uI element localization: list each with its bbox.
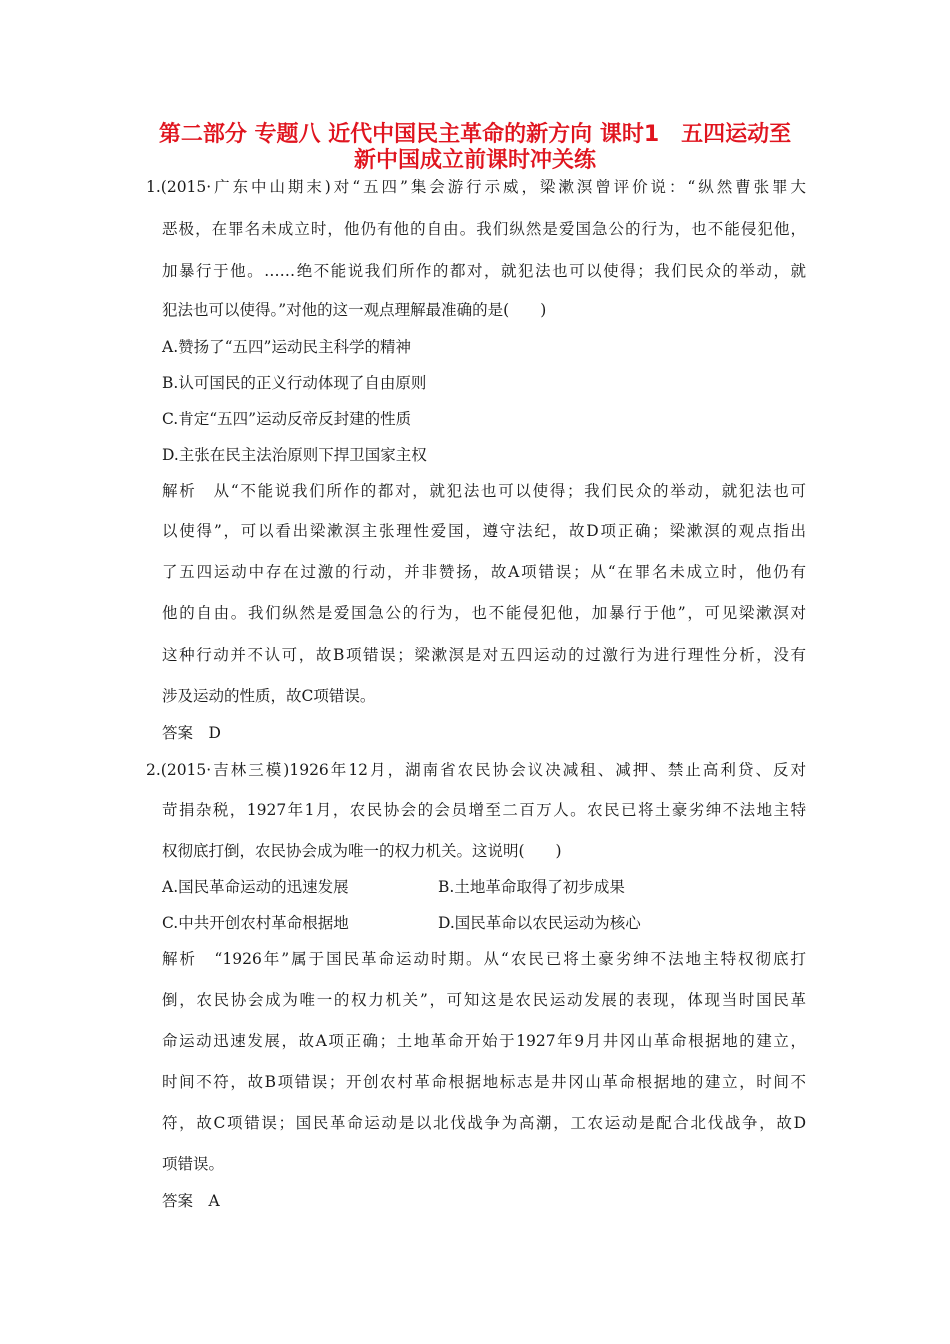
analysis-line: 涉及运动的性质，故C项错误。 — [162, 687, 376, 705]
question-stem-line: 犯法也可以使得。”对他的这一观点理解最准确的是( ) — [162, 301, 547, 319]
analysis-line: 项错误。 — [162, 1155, 225, 1173]
option-c: C.中共开创农村革命根据地 — [162, 914, 349, 932]
title-line-2: 新中国成立前课时冲关练 — [353, 148, 596, 173]
question-stem-line: 苛捐杂税，1927年1月，农民协会的会员增至二百万人。农民已将土豪劣绅不法地主特 — [162, 801, 806, 819]
option-d: D.主张在民主法治原则下捍卫国家主权 — [162, 446, 427, 464]
analysis-line: 符，故C项错误；国民革命运动是以北伐战争为高潮，工农运动是配合北伐战争，故D — [162, 1114, 806, 1132]
answer: 答案 D — [162, 724, 221, 742]
analysis-line: 了五四运动中存在过激的行动，并非赞扬，故A项错误；从“在罪名未成立时，他仍有 — [162, 563, 806, 581]
question-stem-line: 权彻底打倒，农民协会成为唯一的权力机关。这说明( ) — [162, 842, 562, 860]
option-c: C.肯定“五四”运动反帝反封建的性质 — [162, 410, 412, 428]
analysis-line: 以使得”，可以看出梁漱溟主张理性爱国，遵守法纪，故D项正确；梁漱溟的观点指出 — [162, 522, 806, 540]
question-stem-line: 加暴行于他。……绝不能说我们所作的都对，就犯法也可以使得；我们民众的举动，就 — [162, 262, 806, 280]
analysis-line: 他的自由。我们纵然是爱国急公的行为，也不能侵犯他，加暴行于他”，可见梁漱溟对 — [162, 604, 806, 622]
option-a: A.赞扬了“五四”运动民主科学的精神 — [162, 338, 411, 356]
analysis-line: 时间不符，故B项错误；开创农村革命根据地标志是井冈山革命根据地的建立，时间不 — [162, 1073, 806, 1091]
analysis-line: 解析 “1926年”属于国民革命运动时期。从“农民已将土豪劣绅不法地主特权彻底打 — [162, 950, 806, 968]
title-line-1: 第二部分 专题八 近代中国民主革命的新方向 课时1 五四运动至 — [158, 122, 792, 147]
analysis-line: 倒，农民协会成为唯一的权力机关”，可知这是农民运动发展的表现，体现当时国民革 — [162, 991, 806, 1009]
option-b: B.土地革命取得了初步成果 — [438, 878, 625, 896]
question-stem-line: 1.(2015·广东中山期末)对“五四”集会游行示威，梁漱溟曾评价说：“纵然曹张罪大 — [146, 178, 806, 196]
option-a: A.国民革命运动的迅速发展 — [162, 878, 349, 896]
option-d: D.国民革命以农民运动为核心 — [438, 914, 641, 932]
analysis-line: 命运动迅速发展，故A项正确；土地革命开始于1927年9月井冈山革命根据地的建立， — [162, 1032, 806, 1050]
page-title — [120, 122, 830, 174]
question-stem-line: 2.(2015·吉林三模)1926年12月，湖南省农民协会议决减租、减押、禁止高利贷、反对 — [146, 761, 806, 779]
answer: 答案 A — [162, 1192, 220, 1210]
analysis-line: 解析 从“不能说我们所作的都对，就犯法也可以使得；我们民众的举动，就犯法也可 — [162, 482, 806, 500]
analysis-line: 这种行动并不认可，故B项错误；梁漱溟是对五四运动的过激行为进行理性分析，没有 — [162, 646, 806, 664]
option-b: B.认可国民的正义行动体现了自由原则 — [162, 374, 427, 392]
question-stem-line: 恶极，在罪名未成立时，他仍有他的自由。我们纵然是爱国急公的行为，也不能侵犯他， — [162, 220, 806, 238]
